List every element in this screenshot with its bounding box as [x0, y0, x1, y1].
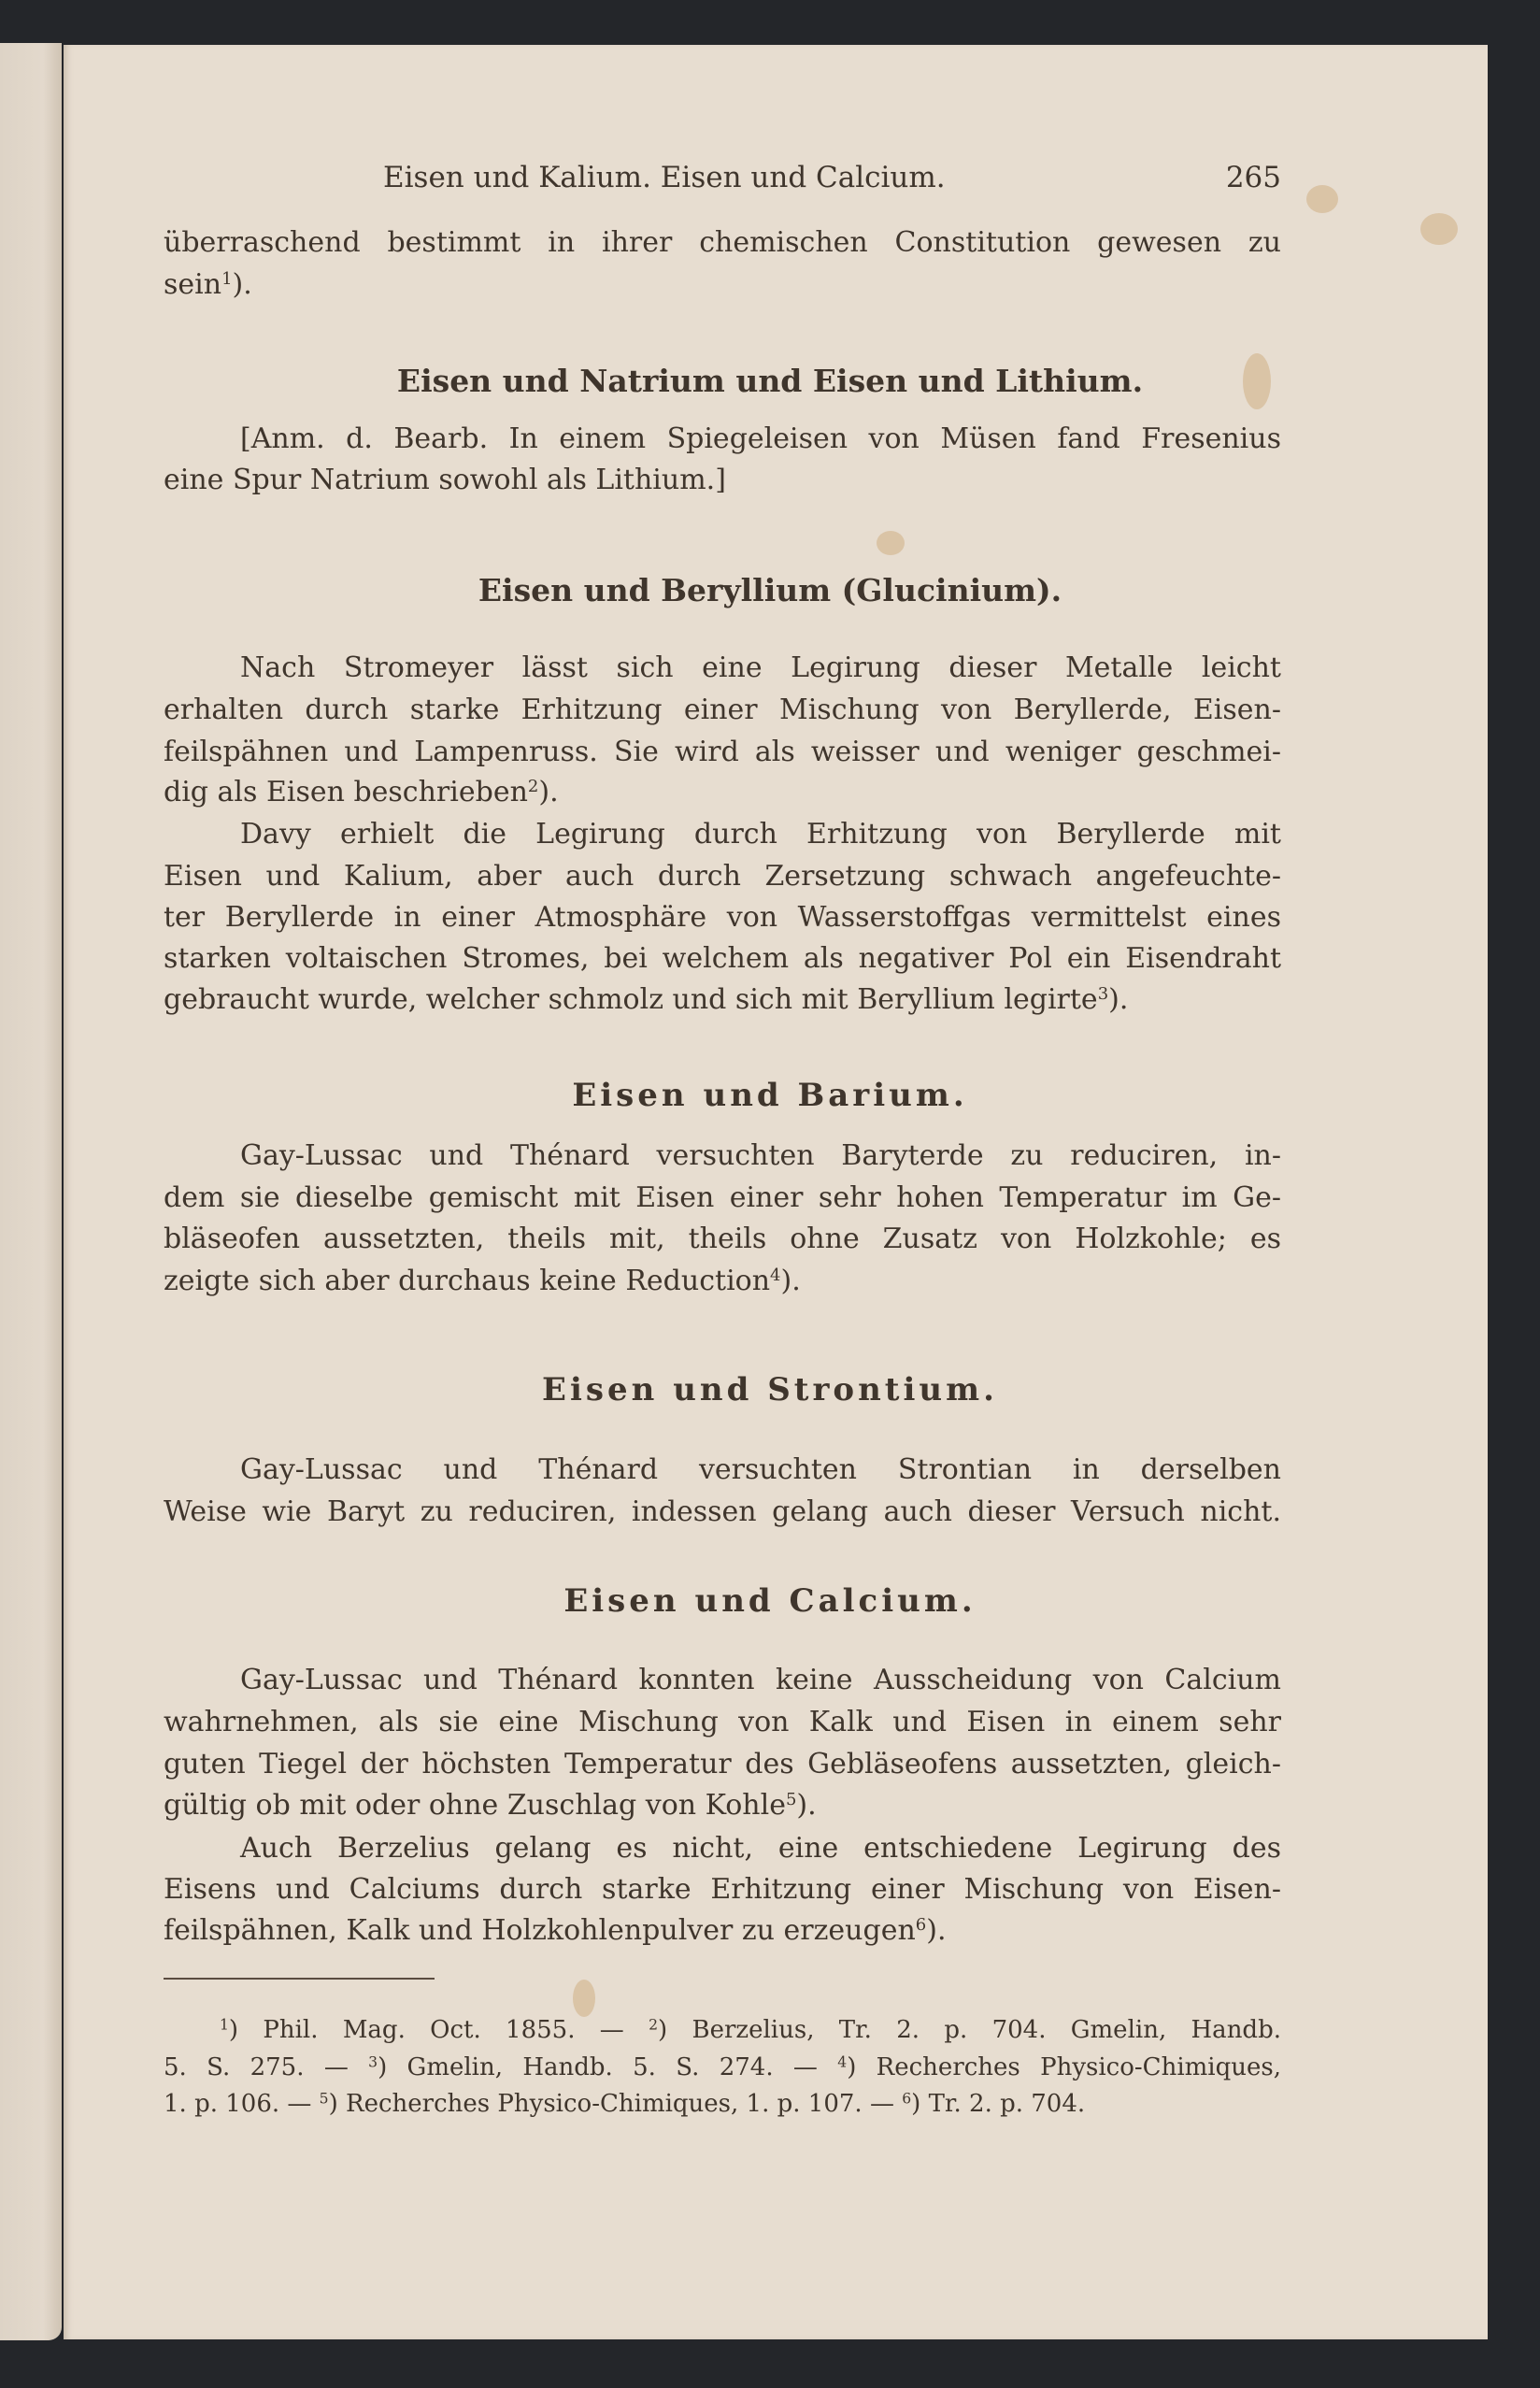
body-line [164, 1263, 1281, 1300]
body-line [164, 1787, 1281, 1824]
page-number: 265 [1225, 161, 1281, 194]
body-line: Auch Berzelius gelang es nicht, eine entschiedene Legirung des [240, 1832, 1281, 1865]
body-line: eine Spur Natrium sowohl als Lithium.] [164, 464, 726, 496]
footnote-ref: 4 [770, 1265, 781, 1286]
footnote-ref: 2 [527, 777, 539, 797]
foxing-stain [1306, 185, 1338, 213]
body-line: starken voltaischen Stromes, bei welchem als negativer Pol ein Eisendraht [164, 942, 1281, 975]
footnote-number: 6 [902, 2090, 912, 2108]
footnote-number: 3 [368, 2053, 378, 2071]
line-text: sein [164, 268, 222, 301]
footnote-text: Gmelin, Handb. 5. S. 274. — [406, 2053, 818, 2081]
footnote-ref: 1 [221, 269, 233, 290]
footnote-text: Phil. Mag. Oct. 1855. — [263, 2016, 624, 2044]
body-line: wahrnehmen, als sie eine Mischung von Kalk und Eisen in einem sehr [164, 1706, 1281, 1738]
foxing-stain [877, 531, 905, 555]
body-line [164, 774, 1281, 811]
footnote-ref: 5 [785, 1790, 797, 1810]
body-line: Gay-Lussac und Thénard versuchten Strontian in derselben [240, 1453, 1281, 1486]
line-text: zeigte sich aber durchaus keine Reduction [164, 1265, 771, 1297]
footnote-text: Tr. 2. p. 704. [928, 2090, 1086, 2118]
section-heading: Eisen und Calcium. [563, 1582, 977, 1620]
footnote-number: 1 [220, 2016, 229, 2034]
ref-close: ). [780, 1265, 801, 1297]
foxing-stain [1420, 213, 1458, 245]
body-line: [Anm. d. Bearb. In einem Spiegeleisen von Müsen fand Fresenius [240, 422, 1281, 455]
body-line: feilspähnen und Lampenruss. Sie wird als weisser und weniger geschmei- [164, 736, 1281, 768]
line-text: feilspähnen, Kalk und Holzkohlenpulver zu erzeugen [164, 1914, 916, 1947]
body-line: Nach Stromeyer lässt sich eine Legirung dieser Metalle leicht [240, 651, 1281, 684]
body-line [164, 981, 1281, 1019]
body-line: dem sie dieselbe gemischt mit Eisen einer sehr hohen Temperatur im Ge- [164, 1181, 1281, 1214]
body-line: Gay-Lussac und Thénard konnten keine Ausscheidung von Calcium [240, 1664, 1281, 1696]
footnote-text: Recherches Physico-Chimiques, [876, 2053, 1281, 2081]
ref-close: ). [538, 776, 559, 808]
section-heading: Eisen und Beryllium (Glucinium). [478, 572, 1062, 608]
footnote-number: 5 [319, 2090, 329, 2108]
body-line: überraschend bestimmt in ihrer chemischen Constitution gewesen zu [164, 226, 1281, 259]
body-line [164, 266, 1281, 304]
footnote-line: 5. S. 275. — $^3$) Gmelin, Handb. 5. S. 274. — $^4$) Recherches Physico-Chimiques, [164, 2053, 1281, 2081]
body-line: guten Tiegel der höchsten Temperatur des Gebläseofens aussetzten, gleich- [164, 1748, 1281, 1780]
footnote-text: Recherches Physico-Chimiques, 1. p. 107. — [346, 2090, 894, 2118]
footnote-separator [164, 1978, 435, 1980]
ref-close: ). [1108, 983, 1129, 1016]
body-line: Davy erhielt die Legirung durch Erhitzung von Beryllerde mit [240, 818, 1281, 851]
footnote-number: 4 [837, 2053, 848, 2071]
body-line: Weise wie Baryt zu reduciren, indessen gelang auch dieser Versuch nicht. [164, 1495, 1281, 1528]
footnote-number: 2 [649, 2016, 659, 2034]
foxing-stain [573, 1980, 595, 2017]
line-text: dig als Eisen beschrieben [164, 776, 528, 808]
running-header-title: Eisen und Kalium. Eisen und Calcium. [383, 161, 946, 194]
footnote-line: $^1$) Phil. Mag. Oct. 1855. — $^2$) Berzelius, Tr. 2. p. 704. Gmelin, Handb. [220, 2016, 1281, 2044]
ref-close: ). [926, 1914, 947, 1947]
ref-close: ). [232, 268, 252, 301]
section-heading: Eisen und Strontium. [542, 1371, 998, 1408]
body-line: ter Beryllerde in einer Atmosphäre von Wasserstoffgas vermittelst eines [164, 901, 1281, 934]
footnote-text: Berzelius, Tr. 2. p. 704. Gmelin, Handb. [692, 2016, 1281, 2044]
footnote-ref: 3 [1097, 984, 1109, 1005]
body-line: erhalten durch starke Erhitzung einer Mischung von Beryllerde, Eisen- [164, 694, 1281, 726]
body-line: bläseofen aussetzten, theils mit, theils ohne Zusatz von Holzkohle; es [164, 1223, 1281, 1255]
footnote-text: 1. p. 106. — [164, 2090, 312, 2118]
body-line: Eisen und Kalium, aber auch durch Zersetzung schwach angefeuchte- [164, 860, 1281, 893]
line-text: gültig ob mit oder ohne Zuschlag von Kohle [164, 1789, 786, 1822]
body-line: Eisens und Calciums durch starke Erhitzung einer Mischung von Eisen- [164, 1873, 1281, 1906]
footnote-line: 1. p. 106. — $^5$) Recherches Physico-Chimiques, 1. p. 107. — $^6$) Tr. 2. p. 704. [164, 2090, 1086, 2118]
line-text: gebraucht wurde, welcher schmolz und sich mit Beryllium legirte [164, 983, 1098, 1016]
section-heading: Eisen und Natrium und Eisen und Lithium. [396, 363, 1144, 399]
section-heading: Eisen und Barium. [572, 1077, 968, 1114]
footnote-text: 5. S. 275. — [164, 2053, 349, 2081]
body-line [164, 1912, 1281, 1950]
footnote-ref: 6 [915, 1915, 927, 1936]
ref-close: ). [796, 1789, 817, 1822]
body-line: Gay-Lussac und Thénard versuchten Baryterde zu reduciren, in- [240, 1139, 1281, 1172]
